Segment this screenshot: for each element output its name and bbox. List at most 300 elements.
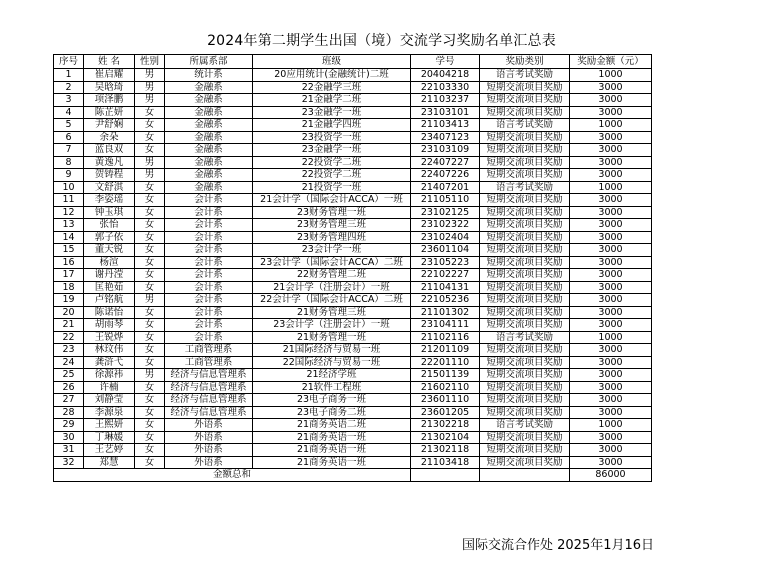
header-gender: 性别 — [135, 55, 165, 69]
cell-class: 23会计学（注册会计）一班 — [253, 319, 411, 332]
cell-class: 23会计学（国际会计ACCA）二班 — [253, 256, 411, 269]
total-empty-cell — [480, 469, 570, 482]
cell-class: 21会计学（国际会计ACCA）一班 — [253, 194, 411, 207]
cell-award-type: 短期交流项目奖励 — [480, 144, 570, 157]
cell-gender: 女 — [135, 194, 165, 207]
cell-award-amount: 3000 — [570, 294, 652, 307]
cell-department: 会计系 — [165, 194, 253, 207]
table-row — [54, 106, 652, 119]
cell-department: 金融系 — [165, 81, 253, 94]
cell-award-type: 短期交流项目奖励 — [480, 156, 570, 169]
cell-department: 金融系 — [165, 181, 253, 194]
cell-award-amount: 3000 — [570, 444, 652, 457]
cell-gender: 女 — [135, 419, 165, 432]
cell-award-type: 短期交流项目奖励 — [480, 231, 570, 244]
cell-index: 1 — [54, 69, 84, 82]
cell-gender: 男 — [135, 81, 165, 94]
cell-award-amount: 3000 — [570, 344, 652, 357]
cell-award-type: 短期交流项目奖励 — [480, 319, 570, 332]
cell-student-id: 23104111 — [411, 319, 480, 332]
issuer-and-date: 国际交流合作处 2025年1月16日 — [462, 538, 655, 553]
total-value: 86000 — [570, 469, 652, 482]
cell-gender: 女 — [135, 231, 165, 244]
cell-name: 贺铸程 — [84, 169, 135, 182]
cell-index: 17 — [54, 269, 84, 282]
cell-index: 10 — [54, 181, 84, 194]
cell-class: 21国际经济与贸易一班 — [253, 344, 411, 357]
cell-award-amount: 3000 — [570, 319, 652, 332]
cell-award-amount: 3000 — [570, 381, 652, 394]
table-row — [54, 256, 652, 269]
cell-class: 23财务管理四班 — [253, 231, 411, 244]
document-title: 2024年第二期学生出国（境）交流学习奖励名单汇总表 — [207, 33, 556, 49]
cell-index: 28 — [54, 406, 84, 419]
cell-award-amount: 3000 — [570, 219, 652, 232]
cell-class: 23会计学一班 — [253, 244, 411, 257]
cell-student-id: 21103413 — [411, 119, 480, 132]
cell-student-id: 21407201 — [411, 181, 480, 194]
cell-index: 25 — [54, 369, 84, 382]
cell-name: 张怡 — [84, 219, 135, 232]
cell-gender: 男 — [135, 94, 165, 107]
cell-name: 文舒淇 — [84, 181, 135, 194]
cell-gender: 男 — [135, 69, 165, 82]
cell-name: 黄逸凡 — [84, 156, 135, 169]
table-row — [54, 331, 652, 344]
cell-award-amount: 3000 — [570, 306, 652, 319]
cell-student-id: 23102322 — [411, 219, 480, 232]
cell-department: 金融系 — [165, 169, 253, 182]
cell-class: 22国际经济与贸易一班 — [253, 356, 411, 369]
cell-department: 金融系 — [165, 94, 253, 107]
cell-award-amount: 1000 — [570, 119, 652, 132]
table-row — [54, 219, 652, 232]
cell-name: 钟玉琪 — [84, 206, 135, 219]
cell-class: 22投资学二班 — [253, 156, 411, 169]
table-row — [54, 394, 652, 407]
cell-class: 21财务管理一班 — [253, 331, 411, 344]
cell-index: 4 — [54, 106, 84, 119]
cell-award-amount: 3000 — [570, 269, 652, 282]
cell-index: 24 — [54, 356, 84, 369]
cell-department: 会计系 — [165, 319, 253, 332]
cell-student-id: 23103109 — [411, 144, 480, 157]
cell-gender: 女 — [135, 394, 165, 407]
cell-award-type: 短期交流项目奖励 — [480, 431, 570, 444]
cell-gender: 女 — [135, 444, 165, 457]
cell-index: 19 — [54, 294, 84, 307]
cell-index: 32 — [54, 456, 84, 469]
cell-name: 徐源祎 — [84, 369, 135, 382]
cell-class: 23投资学一班 — [253, 131, 411, 144]
cell-gender: 男 — [135, 294, 165, 307]
cell-award-type: 短期交流项目奖励 — [480, 219, 570, 232]
cell-department: 会计系 — [165, 219, 253, 232]
table-row — [54, 431, 652, 444]
cell-student-id: 21103237 — [411, 94, 480, 107]
cell-gender: 女 — [135, 206, 165, 219]
cell-name: 李源泉 — [84, 406, 135, 419]
cell-student-id: 23601110 — [411, 394, 480, 407]
cell-student-id: 21201109 — [411, 344, 480, 357]
cell-award-amount: 3000 — [570, 244, 652, 257]
cell-gender: 女 — [135, 106, 165, 119]
cell-index: 3 — [54, 94, 84, 107]
cell-name: 余朵 — [84, 131, 135, 144]
cell-class: 21会计学（注册会计）一班 — [253, 281, 411, 294]
cell-award-type: 短期交流项目奖励 — [480, 406, 570, 419]
cell-award-type: 短期交流项目奖励 — [480, 106, 570, 119]
cell-name: 胡雨琴 — [84, 319, 135, 332]
cell-index: 16 — [54, 256, 84, 269]
cell-department: 会计系 — [165, 281, 253, 294]
cell-index: 13 — [54, 219, 84, 232]
cell-award-amount: 3000 — [570, 144, 652, 157]
cell-department: 外语系 — [165, 419, 253, 432]
cell-student-id: 23601104 — [411, 244, 480, 257]
award-table — [53, 54, 652, 482]
table-row — [54, 381, 652, 394]
cell-student-id: 21302218 — [411, 419, 480, 432]
header-student-id: 学号 — [411, 55, 480, 69]
table-row — [54, 281, 652, 294]
cell-index: 9 — [54, 169, 84, 182]
header-index: 序号 — [54, 55, 84, 69]
cell-department: 经济与信息管理系 — [165, 381, 253, 394]
cell-award-type: 短期交流项目奖励 — [480, 256, 570, 269]
cell-name: 杨渲 — [84, 256, 135, 269]
cell-class: 21金融学四班 — [253, 119, 411, 132]
cell-department: 金融系 — [165, 156, 253, 169]
cell-award-type: 短期交流项目奖励 — [480, 369, 570, 382]
cell-gender: 女 — [135, 406, 165, 419]
cell-department: 会计系 — [165, 331, 253, 344]
cell-class: 21商务英语二班 — [253, 419, 411, 432]
cell-award-type: 短期交流项目奖励 — [480, 306, 570, 319]
cell-department: 经济与信息管理系 — [165, 394, 253, 407]
cell-department: 外语系 — [165, 444, 253, 457]
cell-index: 31 — [54, 444, 84, 457]
cell-award-amount: 3000 — [570, 131, 652, 144]
cell-student-id: 23407123 — [411, 131, 480, 144]
cell-index: 29 — [54, 419, 84, 432]
cell-department: 外语系 — [165, 431, 253, 444]
cell-award-amount: 3000 — [570, 81, 652, 94]
cell-student-id: 21104131 — [411, 281, 480, 294]
cell-class: 22会计学（国际会计ACCA）二班 — [253, 294, 411, 307]
table-row — [54, 269, 652, 282]
table-row — [54, 169, 652, 182]
cell-award-amount: 1000 — [570, 181, 652, 194]
cell-index: 22 — [54, 331, 84, 344]
cell-award-amount: 3000 — [570, 394, 652, 407]
cell-award-type: 语言考试奖励 — [480, 119, 570, 132]
cell-award-type: 短期交流项目奖励 — [480, 81, 570, 94]
cell-award-type: 短期交流项目奖励 — [480, 381, 570, 394]
cell-student-id: 23103101 — [411, 106, 480, 119]
cell-class: 23电子商务二班 — [253, 406, 411, 419]
cell-student-id: 23601205 — [411, 406, 480, 419]
table-row — [54, 231, 652, 244]
cell-name: 卢铭航 — [84, 294, 135, 307]
cell-gender: 女 — [135, 456, 165, 469]
cell-class: 22金融学三班 — [253, 81, 411, 94]
table-row — [54, 444, 652, 457]
table-row — [54, 369, 652, 382]
cell-index: 6 — [54, 131, 84, 144]
cell-award-amount: 3000 — [570, 194, 652, 207]
cell-name: 王熙妍 — [84, 419, 135, 432]
cell-class: 20应用统计(金融统计)二班 — [253, 69, 411, 82]
cell-award-amount: 1000 — [570, 419, 652, 432]
cell-index: 15 — [54, 244, 84, 257]
cell-gender: 女 — [135, 306, 165, 319]
cell-name: 丁琳媛 — [84, 431, 135, 444]
cell-award-amount: 3000 — [570, 406, 652, 419]
table-row — [54, 94, 652, 107]
cell-gender: 女 — [135, 119, 165, 132]
cell-gender: 男 — [135, 156, 165, 169]
cell-gender: 男 — [135, 169, 165, 182]
cell-name: 吴晗琦 — [84, 81, 135, 94]
table-row — [54, 344, 652, 357]
header-award-amount: 奖励金额（元） — [570, 55, 652, 69]
cell-award-type: 语言考试奖励 — [480, 419, 570, 432]
cell-student-id: 21501139 — [411, 369, 480, 382]
cell-award-amount: 3000 — [570, 156, 652, 169]
cell-index: 26 — [54, 381, 84, 394]
cell-gender: 女 — [135, 344, 165, 357]
cell-department: 金融系 — [165, 144, 253, 157]
cell-award-type: 短期交流项目奖励 — [480, 281, 570, 294]
cell-award-amount: 3000 — [570, 94, 652, 107]
cell-name: 王艺婷 — [84, 444, 135, 457]
cell-student-id: 22407227 — [411, 156, 480, 169]
cell-gender: 男 — [135, 369, 165, 382]
cell-award-amount: 1000 — [570, 331, 652, 344]
cell-award-type: 语言考试奖励 — [480, 69, 570, 82]
cell-index: 23 — [54, 344, 84, 357]
total-empty-cell — [411, 469, 480, 482]
cell-department: 经济与信息管理系 — [165, 369, 253, 382]
cell-award-type: 短期交流项目奖励 — [480, 94, 570, 107]
cell-class: 21商务英语一班 — [253, 456, 411, 469]
cell-department: 工商管理系 — [165, 344, 253, 357]
cell-student-id: 22103330 — [411, 81, 480, 94]
cell-student-id: 23105223 — [411, 256, 480, 269]
cell-department: 金融系 — [165, 106, 253, 119]
cell-gender: 女 — [135, 181, 165, 194]
cell-name: 刘静莹 — [84, 394, 135, 407]
cell-award-type: 短期交流项目奖励 — [480, 294, 570, 307]
header-award-type: 奖励类别 — [480, 55, 570, 69]
table-row — [54, 356, 652, 369]
cell-student-id: 21602110 — [411, 381, 480, 394]
cell-award-type: 短期交流项目奖励 — [480, 194, 570, 207]
cell-gender: 女 — [135, 319, 165, 332]
cell-award-amount: 3000 — [570, 281, 652, 294]
cell-gender: 女 — [135, 356, 165, 369]
cell-award-type: 短期交流项目奖励 — [480, 344, 570, 357]
cell-student-id: 22201110 — [411, 356, 480, 369]
table-row — [54, 206, 652, 219]
cell-department: 会计系 — [165, 269, 253, 282]
table-row — [54, 306, 652, 319]
total-label: 金额总和 — [54, 469, 411, 482]
cell-name: 李姿瑶 — [84, 194, 135, 207]
cell-student-id: 22407226 — [411, 169, 480, 182]
cell-gender: 女 — [135, 256, 165, 269]
table-row — [54, 181, 652, 194]
cell-index: 21 — [54, 319, 84, 332]
cell-index: 2 — [54, 81, 84, 94]
table-row — [54, 69, 652, 82]
cell-gender: 女 — [135, 269, 165, 282]
cell-class: 23电子商务一班 — [253, 394, 411, 407]
cell-award-type: 短期交流项目奖励 — [480, 394, 570, 407]
cell-index: 20 — [54, 306, 84, 319]
cell-gender: 女 — [135, 331, 165, 344]
table-row — [54, 419, 652, 432]
table-row — [54, 294, 652, 307]
cell-student-id: 21102116 — [411, 331, 480, 344]
cell-index: 11 — [54, 194, 84, 207]
cell-student-id: 21302118 — [411, 444, 480, 457]
header-department: 所属系部 — [165, 55, 253, 69]
cell-award-amount: 3000 — [570, 231, 652, 244]
cell-award-amount: 3000 — [570, 106, 652, 119]
table-row — [54, 406, 652, 419]
cell-department: 统计系 — [165, 69, 253, 82]
cell-class: 22财务管理二班 — [253, 269, 411, 282]
cell-student-id: 21103418 — [411, 456, 480, 469]
cell-department: 经济与信息管理系 — [165, 406, 253, 419]
cell-index: 30 — [54, 431, 84, 444]
cell-student-id: 21302104 — [411, 431, 480, 444]
cell-gender: 女 — [135, 281, 165, 294]
cell-award-amount: 3000 — [570, 369, 652, 382]
cell-student-id: 22105236 — [411, 294, 480, 307]
cell-index: 18 — [54, 281, 84, 294]
cell-name: 林玟伟 — [84, 344, 135, 357]
table-row — [54, 131, 652, 144]
cell-student-id: 23102404 — [411, 231, 480, 244]
table-row — [54, 119, 652, 132]
cell-class: 21商务英语一班 — [253, 431, 411, 444]
cell-student-id: 22102227 — [411, 269, 480, 282]
cell-name: 陈诺怡 — [84, 306, 135, 319]
cell-department: 外语系 — [165, 456, 253, 469]
cell-department: 金融系 — [165, 119, 253, 132]
cell-name: 尹舒娴 — [84, 119, 135, 132]
cell-award-amount: 3000 — [570, 206, 652, 219]
cell-class: 23金融学一班 — [253, 144, 411, 157]
cell-class: 21经济学班 — [253, 369, 411, 382]
cell-name: 陈芷妍 — [84, 106, 135, 119]
cell-name: 龚浒弋 — [84, 356, 135, 369]
cell-award-type: 短期交流项目奖励 — [480, 169, 570, 182]
cell-gender: 女 — [135, 431, 165, 444]
cell-name: 谢丹滢 — [84, 269, 135, 282]
cell-name: 王锐烨 — [84, 331, 135, 344]
cell-class: 23金融学一班 — [253, 106, 411, 119]
cell-name: 董天锐 — [84, 244, 135, 257]
cell-award-type: 短期交流项目奖励 — [480, 244, 570, 257]
cell-class: 21财务管理三班 — [253, 306, 411, 319]
cell-award-amount: 3000 — [570, 356, 652, 369]
cell-class: 21投资学一班 — [253, 181, 411, 194]
cell-award-type: 短期交流项目奖励 — [480, 356, 570, 369]
cell-name: 匡艳茹 — [84, 281, 135, 294]
cell-award-type: 语言考试奖励 — [480, 331, 570, 344]
cell-gender: 女 — [135, 244, 165, 257]
cell-index: 7 — [54, 144, 84, 157]
header-class: 班级 — [253, 55, 411, 69]
cell-award-type: 短期交流项目奖励 — [480, 206, 570, 219]
cell-gender: 女 — [135, 381, 165, 394]
table-row — [54, 244, 652, 257]
cell-award-type: 短期交流项目奖励 — [480, 456, 570, 469]
cell-gender: 女 — [135, 144, 165, 157]
cell-index: 14 — [54, 231, 84, 244]
header-name: 姓 名 — [84, 55, 135, 69]
cell-award-amount: 1000 — [570, 69, 652, 82]
cell-student-id: 21105110 — [411, 194, 480, 207]
table-row — [54, 144, 652, 157]
cell-name: 崔启耀 — [84, 69, 135, 82]
total-row — [54, 469, 652, 482]
cell-gender: 女 — [135, 131, 165, 144]
cell-award-type: 短期交流项目奖励 — [480, 269, 570, 282]
cell-name: 郭子依 — [84, 231, 135, 244]
header-row — [54, 55, 652, 69]
cell-award-type: 短期交流项目奖励 — [480, 444, 570, 457]
table-row — [54, 319, 652, 332]
cell-class: 23财务管理一班 — [253, 206, 411, 219]
cell-award-amount: 3000 — [570, 431, 652, 444]
cell-department: 会计系 — [165, 256, 253, 269]
cell-class: 23财务管理三班 — [253, 219, 411, 232]
cell-award-amount: 3000 — [570, 169, 652, 182]
cell-award-amount: 3000 — [570, 256, 652, 269]
cell-class: 22投资学二班 — [253, 169, 411, 182]
cell-gender: 女 — [135, 219, 165, 232]
cell-department: 工商管理系 — [165, 356, 253, 369]
cell-student-id: 23102125 — [411, 206, 480, 219]
cell-name: 项泽鹏 — [84, 94, 135, 107]
cell-class: 21商务英语一班 — [253, 444, 411, 457]
cell-class: 21软件工程班 — [253, 381, 411, 394]
cell-class: 21金融学二班 — [253, 94, 411, 107]
cell-department: 会计系 — [165, 231, 253, 244]
cell-department: 会计系 — [165, 306, 253, 319]
cell-award-type: 语言考试奖励 — [480, 181, 570, 194]
cell-name: 郑慧 — [84, 456, 135, 469]
cell-name: 蓝良双 — [84, 144, 135, 157]
cell-department: 会计系 — [165, 206, 253, 219]
cell-index: 12 — [54, 206, 84, 219]
cell-student-id: 20404218 — [411, 69, 480, 82]
cell-department: 会计系 — [165, 294, 253, 307]
cell-student-id: 21101302 — [411, 306, 480, 319]
cell-index: 5 — [54, 119, 84, 132]
table-row — [54, 456, 652, 469]
table-row — [54, 81, 652, 94]
table-row — [54, 156, 652, 169]
cell-award-amount: 3000 — [570, 456, 652, 469]
cell-index: 27 — [54, 394, 84, 407]
cell-name: 许楠 — [84, 381, 135, 394]
